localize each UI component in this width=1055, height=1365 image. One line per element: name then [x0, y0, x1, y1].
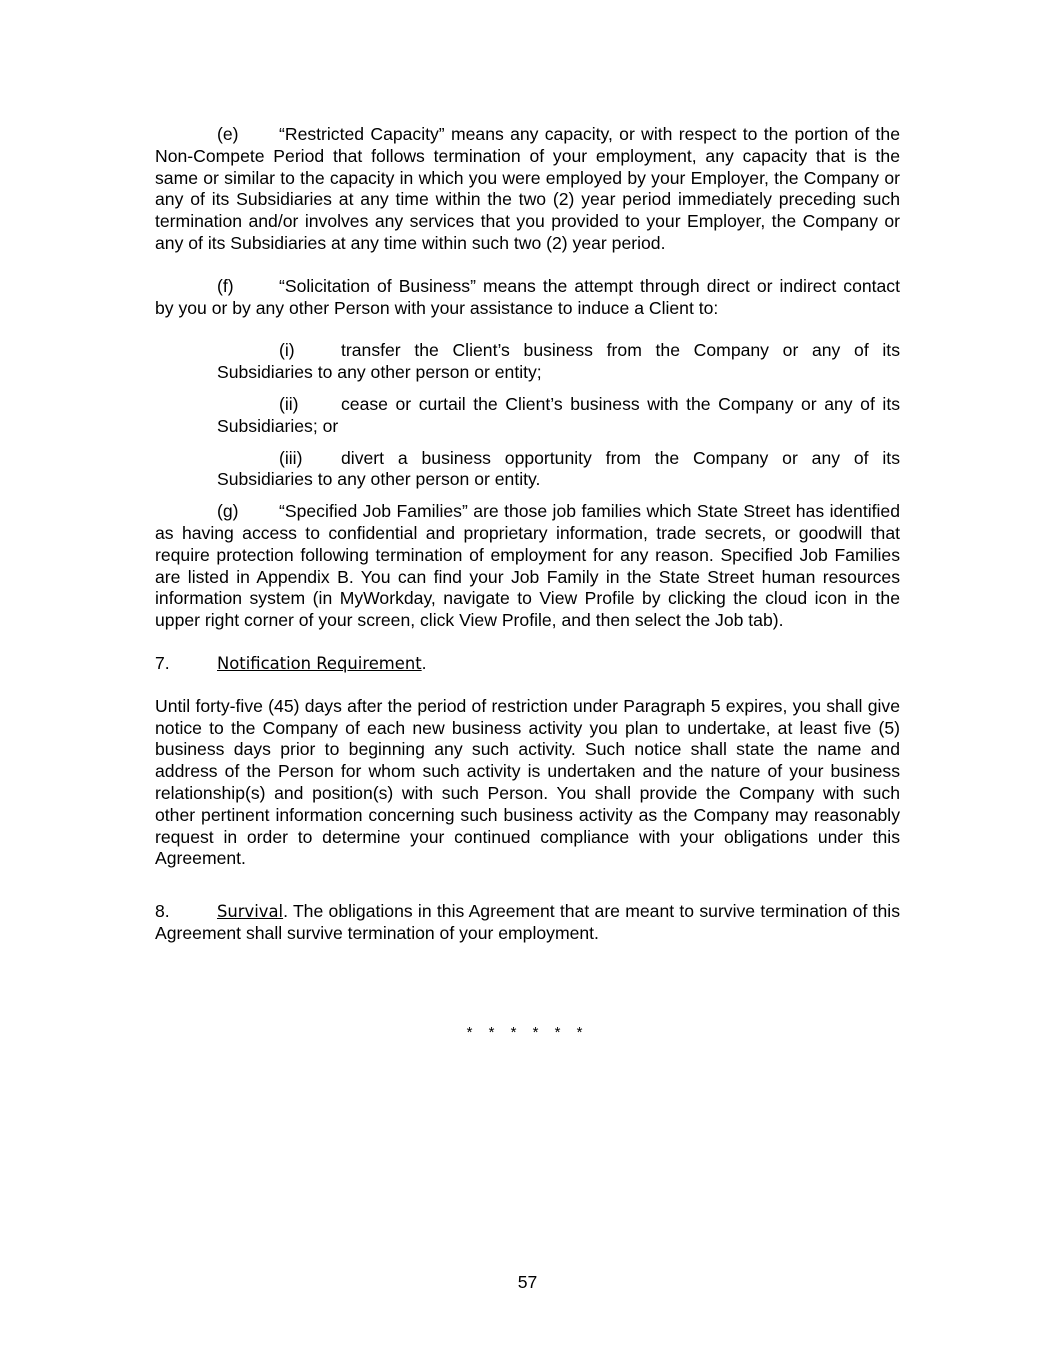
- paragraph-f-text: “Solicitation of Business” means the attempt through direct or indirect contact by you or by any other Person with your assistance to induce a Client to:: [155, 275, 900, 318]
- list-item-i-label: (i): [279, 340, 295, 361]
- paragraph-e: [155, 124, 900, 255]
- section-8: [155, 901, 900, 945]
- paragraph-g-text: “Specified Job Families” are those job families which State Street has identified as having access to confidential and proprietary information, trade secrets, or goodwill that require protection following termination of employment for any reason. Specified Job Families are listed in Appendix B. You can find your Job Family in the State Street human resources information system (in MyWorkday, navigate to View Profile by clicking the cloud icon in the upper right corner of your screen, click View Profile, and then select the Job tab).: [155, 501, 900, 631]
- section-7-number: 7.: [155, 652, 170, 673]
- list-item-ii-label: (ii): [279, 393, 299, 414]
- list-item-i: [217, 340, 900, 384]
- page-number: 57: [517, 1272, 538, 1292]
- paragraph-e-text: “Restricted Capacity” means any capacity, or with respect to the portion of the Non-Compete Period that follows termination of your employment, any capacity that is the same or similar to the capacity in which you were employed by your Employer, the Company or any of its Subsidiaries at any time within the two (2) year period immediately preceding such termination and/or involves any services that you provided to your Employer, the Company or any of its Subsidiaries at any time within such two (2) year period.: [155, 124, 900, 253]
- document-body: [155, 124, 900, 1041]
- list-item-iii: [217, 448, 900, 492]
- list-item-iii-text: divert a business opportunity from the Company or any of its Subsidiaries to any other person or entity.: [217, 447, 900, 490]
- section-7-title: Notification Requirement: [217, 653, 422, 673]
- paragraph-f: [155, 276, 900, 320]
- list-item-i-text: transfer the Client’s business from the Company or any of its Subsidiaries to any other person or entity;: [217, 340, 900, 383]
- section-separator: * * * * * *: [466, 1024, 589, 1041]
- list-item-ii-text: cease or curtail the Client’s business with the Company or any of its Subsidiaries; or: [217, 393, 900, 436]
- list-item-iii-label: (iii): [279, 447, 303, 468]
- section-7-title-suffix: .: [421, 652, 427, 673]
- list-item-ii: [217, 394, 900, 438]
- section-8-number: 8.: [155, 901, 170, 922]
- section-7-body: Until forty-five (45) days after the period of restriction under Paragraph 5 expires, you shall give notice to the Company of each new business activity you plan to undertake, at least five (5) business days prior to beginning any such activity. Such notice shall state the name and address of the Person for whom such activity is undertaken and the nature of your business relationship(s) and position(s) with such Person. You shall provide the Company with such other pertinent information concerning such business activity as the Company may reasonably request in order to determine your continued compliance with your obligations under this Agreement.: [155, 695, 900, 869]
- section-8-title: Survival: [217, 902, 284, 922]
- paragraph-e-label: (e): [217, 124, 239, 144]
- section-8-body: . The obligations in this Agreement that are meant to survive termination of this Agreement shall survive termination of your employment.: [155, 901, 900, 943]
- paragraph-g: [155, 501, 900, 632]
- section-7-heading: [155, 653, 900, 675]
- paragraph-f-label: (f): [217, 275, 234, 296]
- paragraph-g-label: (g): [217, 501, 239, 522]
